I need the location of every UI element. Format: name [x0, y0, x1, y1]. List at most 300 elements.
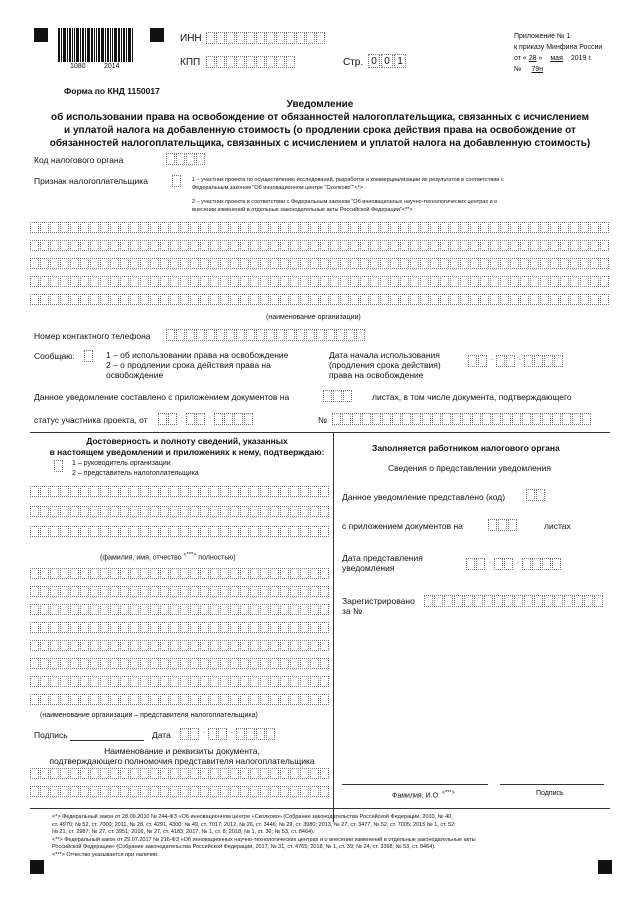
entry-cell[interactable]: [210, 768, 219, 779]
entry-cell[interactable]: [240, 258, 249, 269]
entry-cell[interactable]: [160, 240, 169, 251]
entry-cell[interactable]: [450, 258, 459, 269]
entry-cell[interactable]: [170, 526, 179, 537]
entry-cell[interactable]: [50, 294, 59, 305]
entry-cell[interactable]: [552, 413, 561, 425]
entry-cell[interactable]: [100, 640, 109, 651]
entry-cell[interactable]: [40, 486, 49, 497]
entry-cell[interactable]: [220, 294, 229, 305]
entry-cell[interactable]: [180, 486, 189, 497]
entry-cell[interactable]: [560, 276, 569, 287]
entry-cell[interactable]: [250, 222, 259, 233]
entry-cell[interactable]: [400, 222, 409, 233]
entry-cell[interactable]: [332, 413, 341, 425]
entry-cell[interactable]: [470, 294, 479, 305]
entry-cell[interactable]: [550, 276, 559, 287]
entry-cell[interactable]: [30, 568, 39, 579]
entry-cell[interactable]: [300, 486, 309, 497]
entry-cell[interactable]: [320, 640, 329, 651]
entry-cell[interactable]: [260, 622, 269, 633]
docs-count-field[interactable]: [323, 390, 353, 402]
entry-cell[interactable]: [310, 658, 319, 669]
entry-cell[interactable]: [100, 222, 109, 233]
entry-cell[interactable]: [170, 676, 179, 687]
entry-cell[interactable]: [230, 586, 239, 597]
entry-cell[interactable]: [300, 640, 309, 651]
entry-cell[interactable]: [190, 586, 199, 597]
entry-cell[interactable]: [460, 258, 469, 269]
entry-cell[interactable]: [510, 222, 519, 233]
entry-cell[interactable]: [490, 258, 499, 269]
entry-cell[interactable]: [520, 222, 529, 233]
entry-cell[interactable]: [30, 486, 39, 497]
entry-cell[interactable]: [120, 694, 129, 705]
entry-cell[interactable]: [390, 222, 399, 233]
entry-cell[interactable]: [30, 676, 39, 687]
entry-cell[interactable]: [230, 506, 239, 517]
entry-cell[interactable]: [200, 768, 209, 779]
entry-cell[interactable]: [330, 258, 339, 269]
entry-cell[interactable]: [70, 640, 79, 651]
entry-cell[interactable]: [160, 568, 169, 579]
entry-cell[interactable]: [160, 276, 169, 287]
entry-cell[interactable]: [266, 56, 275, 68]
entry-cell[interactable]: [230, 276, 239, 287]
entry-cell[interactable]: [40, 586, 49, 597]
entry-cell[interactable]: [554, 595, 563, 607]
entry-cell[interactable]: [300, 694, 309, 705]
entry-cell[interactable]: [286, 329, 295, 341]
entry-cell[interactable]: [240, 276, 249, 287]
entry-cell[interactable]: [246, 329, 255, 341]
entry-cell[interactable]: [30, 276, 39, 287]
entry-cell[interactable]: [250, 486, 259, 497]
entry-cell[interactable]: [530, 258, 539, 269]
entry-cell[interactable]: [120, 786, 129, 797]
entry-cell[interactable]: [290, 294, 299, 305]
entry-cell[interactable]: [160, 222, 169, 233]
entry-cell[interactable]: [510, 258, 519, 269]
entry-cell[interactable]: [310, 258, 319, 269]
entry-cell[interactable]: [50, 240, 59, 251]
entry-cell[interactable]: [230, 258, 239, 269]
entry-cell[interactable]: [340, 294, 349, 305]
entry-cell[interactable]: [300, 622, 309, 633]
entry-cell[interactable]: [310, 676, 319, 687]
entry-cell[interactable]: [240, 604, 249, 615]
entry-cell[interactable]: [480, 240, 489, 251]
entry-cell[interactable]: [216, 329, 225, 341]
entry-cell[interactable]: [100, 604, 109, 615]
entry-cell[interactable]: [220, 222, 229, 233]
entry-cell[interactable]: [280, 240, 289, 251]
entry-cell[interactable]: [310, 276, 319, 287]
entry-cell[interactable]: [320, 786, 329, 797]
entry-cell[interactable]: [230, 568, 239, 579]
entry-cell[interactable]: [30, 506, 39, 517]
rep-org-row[interactable]: [30, 604, 330, 615]
entry-cell[interactable]: [276, 56, 285, 68]
entry-cell[interactable]: [290, 658, 299, 669]
entry-cell[interactable]: [286, 56, 295, 68]
entry-cell[interactable]: [360, 276, 369, 287]
entry-cell[interactable]: [260, 640, 269, 651]
entry-cell[interactable]: [226, 32, 235, 44]
entry-cell[interactable]: [100, 276, 109, 287]
entry-cell[interactable]: [432, 413, 441, 425]
entry-cell[interactable]: [410, 258, 419, 269]
entry-cell[interactable]: [320, 694, 329, 705]
entry-cell[interactable]: [540, 240, 549, 251]
entry-cell[interactable]: [140, 676, 149, 687]
entry-cell[interactable]: [160, 486, 169, 497]
entry-cell[interactable]: [80, 276, 89, 287]
entry-cell[interactable]: [370, 294, 379, 305]
entry-cell[interactable]: [170, 768, 179, 779]
entry-cell[interactable]: [80, 294, 89, 305]
entry-cell[interactable]: [110, 676, 119, 687]
entry-cell[interactable]: [200, 568, 209, 579]
entry-cell[interactable]: [570, 294, 579, 305]
entry-cell[interactable]: [500, 240, 509, 251]
entry-cell[interactable]: [250, 768, 259, 779]
entry-cell[interactable]: [300, 568, 309, 579]
entry-cell[interactable]: [460, 276, 469, 287]
entry-cell[interactable]: [70, 622, 79, 633]
entry-cell[interactable]: [266, 329, 275, 341]
entry-cell[interactable]: [40, 526, 49, 537]
entry-cell[interactable]: [500, 276, 509, 287]
entry-cell[interactable]: [240, 586, 249, 597]
entry-cell[interactable]: [320, 622, 329, 633]
entry-cell[interactable]: [240, 486, 249, 497]
entry-cell[interactable]: [270, 240, 279, 251]
entry-cell[interactable]: [140, 786, 149, 797]
entry-cell[interactable]: [570, 276, 579, 287]
entry-cell[interactable]: [80, 568, 89, 579]
entry-cell[interactable]: [240, 640, 249, 651]
entry-cell[interactable]: [60, 622, 69, 633]
entry-cell[interactable]: [310, 768, 319, 779]
entry-cell[interactable]: [590, 222, 599, 233]
entry-cell[interactable]: [342, 413, 351, 425]
entry-cell[interactable]: [340, 240, 349, 251]
entry-cell[interactable]: [400, 276, 409, 287]
entry-cell[interactable]: [180, 622, 189, 633]
entry-cell[interactable]: [200, 786, 209, 797]
kpp-field[interactable]: [206, 56, 296, 68]
entry-cell[interactable]: [130, 294, 139, 305]
entry-cell[interactable]: [170, 222, 179, 233]
entry-cell[interactable]: [40, 240, 49, 251]
entry-cell[interactable]: [50, 506, 59, 517]
entry-cell[interactable]: [110, 294, 119, 305]
entry-cell[interactable]: [140, 294, 149, 305]
entry-cell[interactable]: [320, 568, 329, 579]
entry-cell[interactable]: [160, 658, 169, 669]
entry-cell[interactable]: [130, 604, 139, 615]
entry-cell[interactable]: [186, 329, 195, 341]
entry-cell[interactable]: [230, 676, 239, 687]
entry-cell[interactable]: [470, 222, 479, 233]
entry-cell[interactable]: [40, 786, 49, 797]
entry-cell[interactable]: [530, 276, 539, 287]
entry-cell[interactable]: [130, 568, 139, 579]
entry-cell[interactable]: [150, 486, 159, 497]
entry-cell[interactable]: [190, 622, 199, 633]
entry-cell[interactable]: [210, 568, 219, 579]
entry-cell[interactable]: [110, 258, 119, 269]
entry-cell[interactable]: [346, 329, 355, 341]
entry-cell[interactable]: [230, 222, 239, 233]
entry-cell[interactable]: [390, 294, 399, 305]
entry-cell[interactable]: [540, 294, 549, 305]
rep-org-row[interactable]: [30, 568, 330, 579]
entry-cell[interactable]: [370, 258, 379, 269]
entry-cell[interactable]: [270, 640, 279, 651]
entry-cell[interactable]: [180, 240, 189, 251]
entry-cell[interactable]: [422, 413, 431, 425]
entry-cell[interactable]: [80, 622, 89, 633]
entry-cell[interactable]: [100, 486, 109, 497]
entry-cell[interactable]: [390, 240, 399, 251]
entry-cell[interactable]: [110, 694, 119, 705]
entry-cell[interactable]: [580, 240, 589, 251]
entry-cell[interactable]: [120, 604, 129, 615]
entry-cell[interactable]: [220, 622, 229, 633]
entry-cell[interactable]: [430, 222, 439, 233]
entry-cell[interactable]: [240, 676, 249, 687]
entry-cell[interactable]: [190, 240, 199, 251]
signature-line[interactable]: [70, 740, 144, 741]
entry-cell[interactable]: [340, 222, 349, 233]
entry-cell[interactable]: [600, 240, 609, 251]
entry-cell[interactable]: [90, 294, 99, 305]
confirmer-type-field[interactable]: [54, 460, 64, 472]
entry-cell[interactable]: [130, 276, 139, 287]
entry-cell[interactable]: [464, 595, 473, 607]
entry-cell[interactable]: [90, 786, 99, 797]
entry-cell[interactable]: [70, 294, 79, 305]
entry-cell[interactable]: [300, 240, 309, 251]
entry-cell[interactable]: [240, 694, 249, 705]
entry-cell[interactable]: [260, 676, 269, 687]
entry-cell[interactable]: [90, 240, 99, 251]
entry-cell[interactable]: [250, 640, 259, 651]
entry-cell[interactable]: [360, 294, 369, 305]
entry-cell[interactable]: [380, 240, 389, 251]
entry-cell[interactable]: [160, 586, 169, 597]
entry-cell[interactable]: [70, 276, 79, 287]
authority-document-row[interactable]: [30, 768, 330, 779]
entry-cell[interactable]: [110, 222, 119, 233]
entry-cell[interactable]: [300, 786, 309, 797]
entry-cell[interactable]: [510, 276, 519, 287]
fio-row[interactable]: [30, 486, 330, 497]
entry-cell[interactable]: [180, 222, 189, 233]
entry-cell[interactable]: [100, 658, 109, 669]
entry-cell[interactable]: [280, 676, 289, 687]
entry-cell[interactable]: [270, 486, 279, 497]
entry-cell[interactable]: [256, 32, 265, 44]
entry-cell[interactable]: [170, 506, 179, 517]
registration-number-field[interactable]: [424, 595, 604, 607]
entry-cell[interactable]: [320, 294, 329, 305]
entry-cell[interactable]: [160, 294, 169, 305]
entry-cell[interactable]: [410, 294, 419, 305]
entry-cell[interactable]: [230, 658, 239, 669]
entry-cell[interactable]: [370, 240, 379, 251]
entry-cell[interactable]: [170, 586, 179, 597]
entry-cell[interactable]: [580, 294, 589, 305]
entry-cell[interactable]: [120, 294, 129, 305]
entry-cell[interactable]: [90, 258, 99, 269]
entry-cell[interactable]: [30, 768, 39, 779]
entry-cell[interactable]: [260, 604, 269, 615]
entry-cell[interactable]: [220, 786, 229, 797]
entry-cell[interactable]: [250, 568, 259, 579]
entry-cell[interactable]: [402, 413, 411, 425]
entry-cell[interactable]: [170, 486, 179, 497]
entry-cell[interactable]: [110, 526, 119, 537]
entry-cell[interactable]: [140, 506, 149, 517]
entry-cell[interactable]: [40, 658, 49, 669]
entry-cell[interactable]: [330, 294, 339, 305]
entry-cell[interactable]: [120, 526, 129, 537]
entry-cell[interactable]: [420, 294, 429, 305]
entry-cell[interactable]: [70, 222, 79, 233]
entry-cell[interactable]: [140, 658, 149, 669]
entry-cell[interactable]: [220, 658, 229, 669]
entry-cell[interactable]: [512, 413, 521, 425]
entry-cell[interactable]: [290, 604, 299, 615]
entry-cell[interactable]: [400, 240, 409, 251]
entry-cell[interactable]: [200, 294, 209, 305]
entry-cell[interactable]: [170, 258, 179, 269]
entry-cell[interactable]: [160, 526, 169, 537]
entry-cell[interactable]: [310, 604, 319, 615]
entry-cell[interactable]: [440, 294, 449, 305]
entry-cell[interactable]: [480, 276, 489, 287]
entry-cell[interactable]: [420, 276, 429, 287]
entry-cell[interactable]: [150, 786, 159, 797]
entry-cell[interactable]: [200, 640, 209, 651]
entry-cell[interactable]: [40, 694, 49, 705]
entry-cell[interactable]: [60, 568, 69, 579]
entry-cell[interactable]: [220, 276, 229, 287]
entry-cell[interactable]: [420, 240, 429, 251]
entry-cell[interactable]: [450, 240, 459, 251]
entry-cell[interactable]: [530, 222, 539, 233]
entry-cell[interactable]: [130, 768, 139, 779]
entry-cell[interactable]: [190, 604, 199, 615]
entry-cell[interactable]: [370, 276, 379, 287]
entry-cell[interactable]: [150, 222, 159, 233]
entry-cell[interactable]: [100, 676, 109, 687]
entry-cell[interactable]: [200, 222, 209, 233]
submission-date-field[interactable]: . .: [466, 558, 562, 570]
entry-cell[interactable]: [564, 595, 573, 607]
entry-cell[interactable]: [30, 604, 39, 615]
entry-cell[interactable]: [200, 276, 209, 287]
entry-cell[interactable]: [260, 222, 269, 233]
phone-field[interactable]: [166, 329, 366, 341]
entry-cell[interactable]: [572, 413, 581, 425]
entry-cell[interactable]: [290, 526, 299, 537]
entry-cell[interactable]: [210, 640, 219, 651]
entry-cell[interactable]: [60, 258, 69, 269]
entry-cell[interactable]: [40, 222, 49, 233]
entry-cell[interactable]: [210, 276, 219, 287]
entry-cell[interactable]: [150, 258, 159, 269]
entry-cell[interactable]: [300, 258, 309, 269]
entry-cell[interactable]: [190, 568, 199, 579]
rep-org-row[interactable]: [30, 694, 330, 705]
entry-cell[interactable]: [90, 526, 99, 537]
entry-cell[interactable]: [240, 568, 249, 579]
entry-cell[interactable]: [226, 329, 235, 341]
entry-cell[interactable]: [300, 526, 309, 537]
entry-cell[interactable]: [280, 640, 289, 651]
entry-cell[interactable]: [130, 506, 139, 517]
entry-cell[interactable]: [60, 506, 69, 517]
entry-cell[interactable]: [310, 222, 319, 233]
entry-cell[interactable]: [260, 658, 269, 669]
entry-cell[interactable]: [70, 506, 79, 517]
entry-cell[interactable]: [240, 240, 249, 251]
entry-cell[interactable]: [260, 768, 269, 779]
entry-cell[interactable]: [140, 526, 149, 537]
entry-cell[interactable]: [30, 694, 39, 705]
entry-cell[interactable]: [380, 258, 389, 269]
entry-cell[interactable]: [190, 658, 199, 669]
entry-cell[interactable]: [130, 526, 139, 537]
entry-cell[interactable]: [216, 32, 225, 44]
entry-cell[interactable]: [40, 506, 49, 517]
entry-cell[interactable]: [30, 294, 39, 305]
entry-cell[interactable]: [300, 658, 309, 669]
entry-cell[interactable]: [70, 486, 79, 497]
entry-cell[interactable]: [250, 506, 259, 517]
entry-cell[interactable]: [130, 658, 139, 669]
entry-cell[interactable]: [100, 622, 109, 633]
entry-cell[interactable]: [534, 595, 543, 607]
entry-cell[interactable]: [350, 294, 359, 305]
entry-cell[interactable]: [240, 768, 249, 779]
entry-cell[interactable]: [190, 768, 199, 779]
entry-cell[interactable]: [100, 694, 109, 705]
entry-cell[interactable]: [316, 329, 325, 341]
entry-cell[interactable]: [50, 568, 59, 579]
entry-cell[interactable]: [200, 526, 209, 537]
entry-cell[interactable]: [280, 604, 289, 615]
entry-cell[interactable]: [240, 658, 249, 669]
entry-cell[interactable]: [290, 486, 299, 497]
entry-cell[interactable]: [130, 640, 139, 651]
entry-cell[interactable]: [40, 622, 49, 633]
entry-cell[interactable]: [382, 413, 391, 425]
entry-cell[interactable]: [280, 694, 289, 705]
entry-cell[interactable]: [310, 526, 319, 537]
entry-cell[interactable]: [480, 258, 489, 269]
entry-cell[interactable]: [270, 586, 279, 597]
entry-cell[interactable]: [30, 222, 39, 233]
entry-cell[interactable]: [30, 258, 39, 269]
entry-cell[interactable]: [600, 258, 609, 269]
entry-cell[interactable]: [140, 568, 149, 579]
entry-cell[interactable]: [514, 595, 523, 607]
entry-cell[interactable]: [200, 258, 209, 269]
